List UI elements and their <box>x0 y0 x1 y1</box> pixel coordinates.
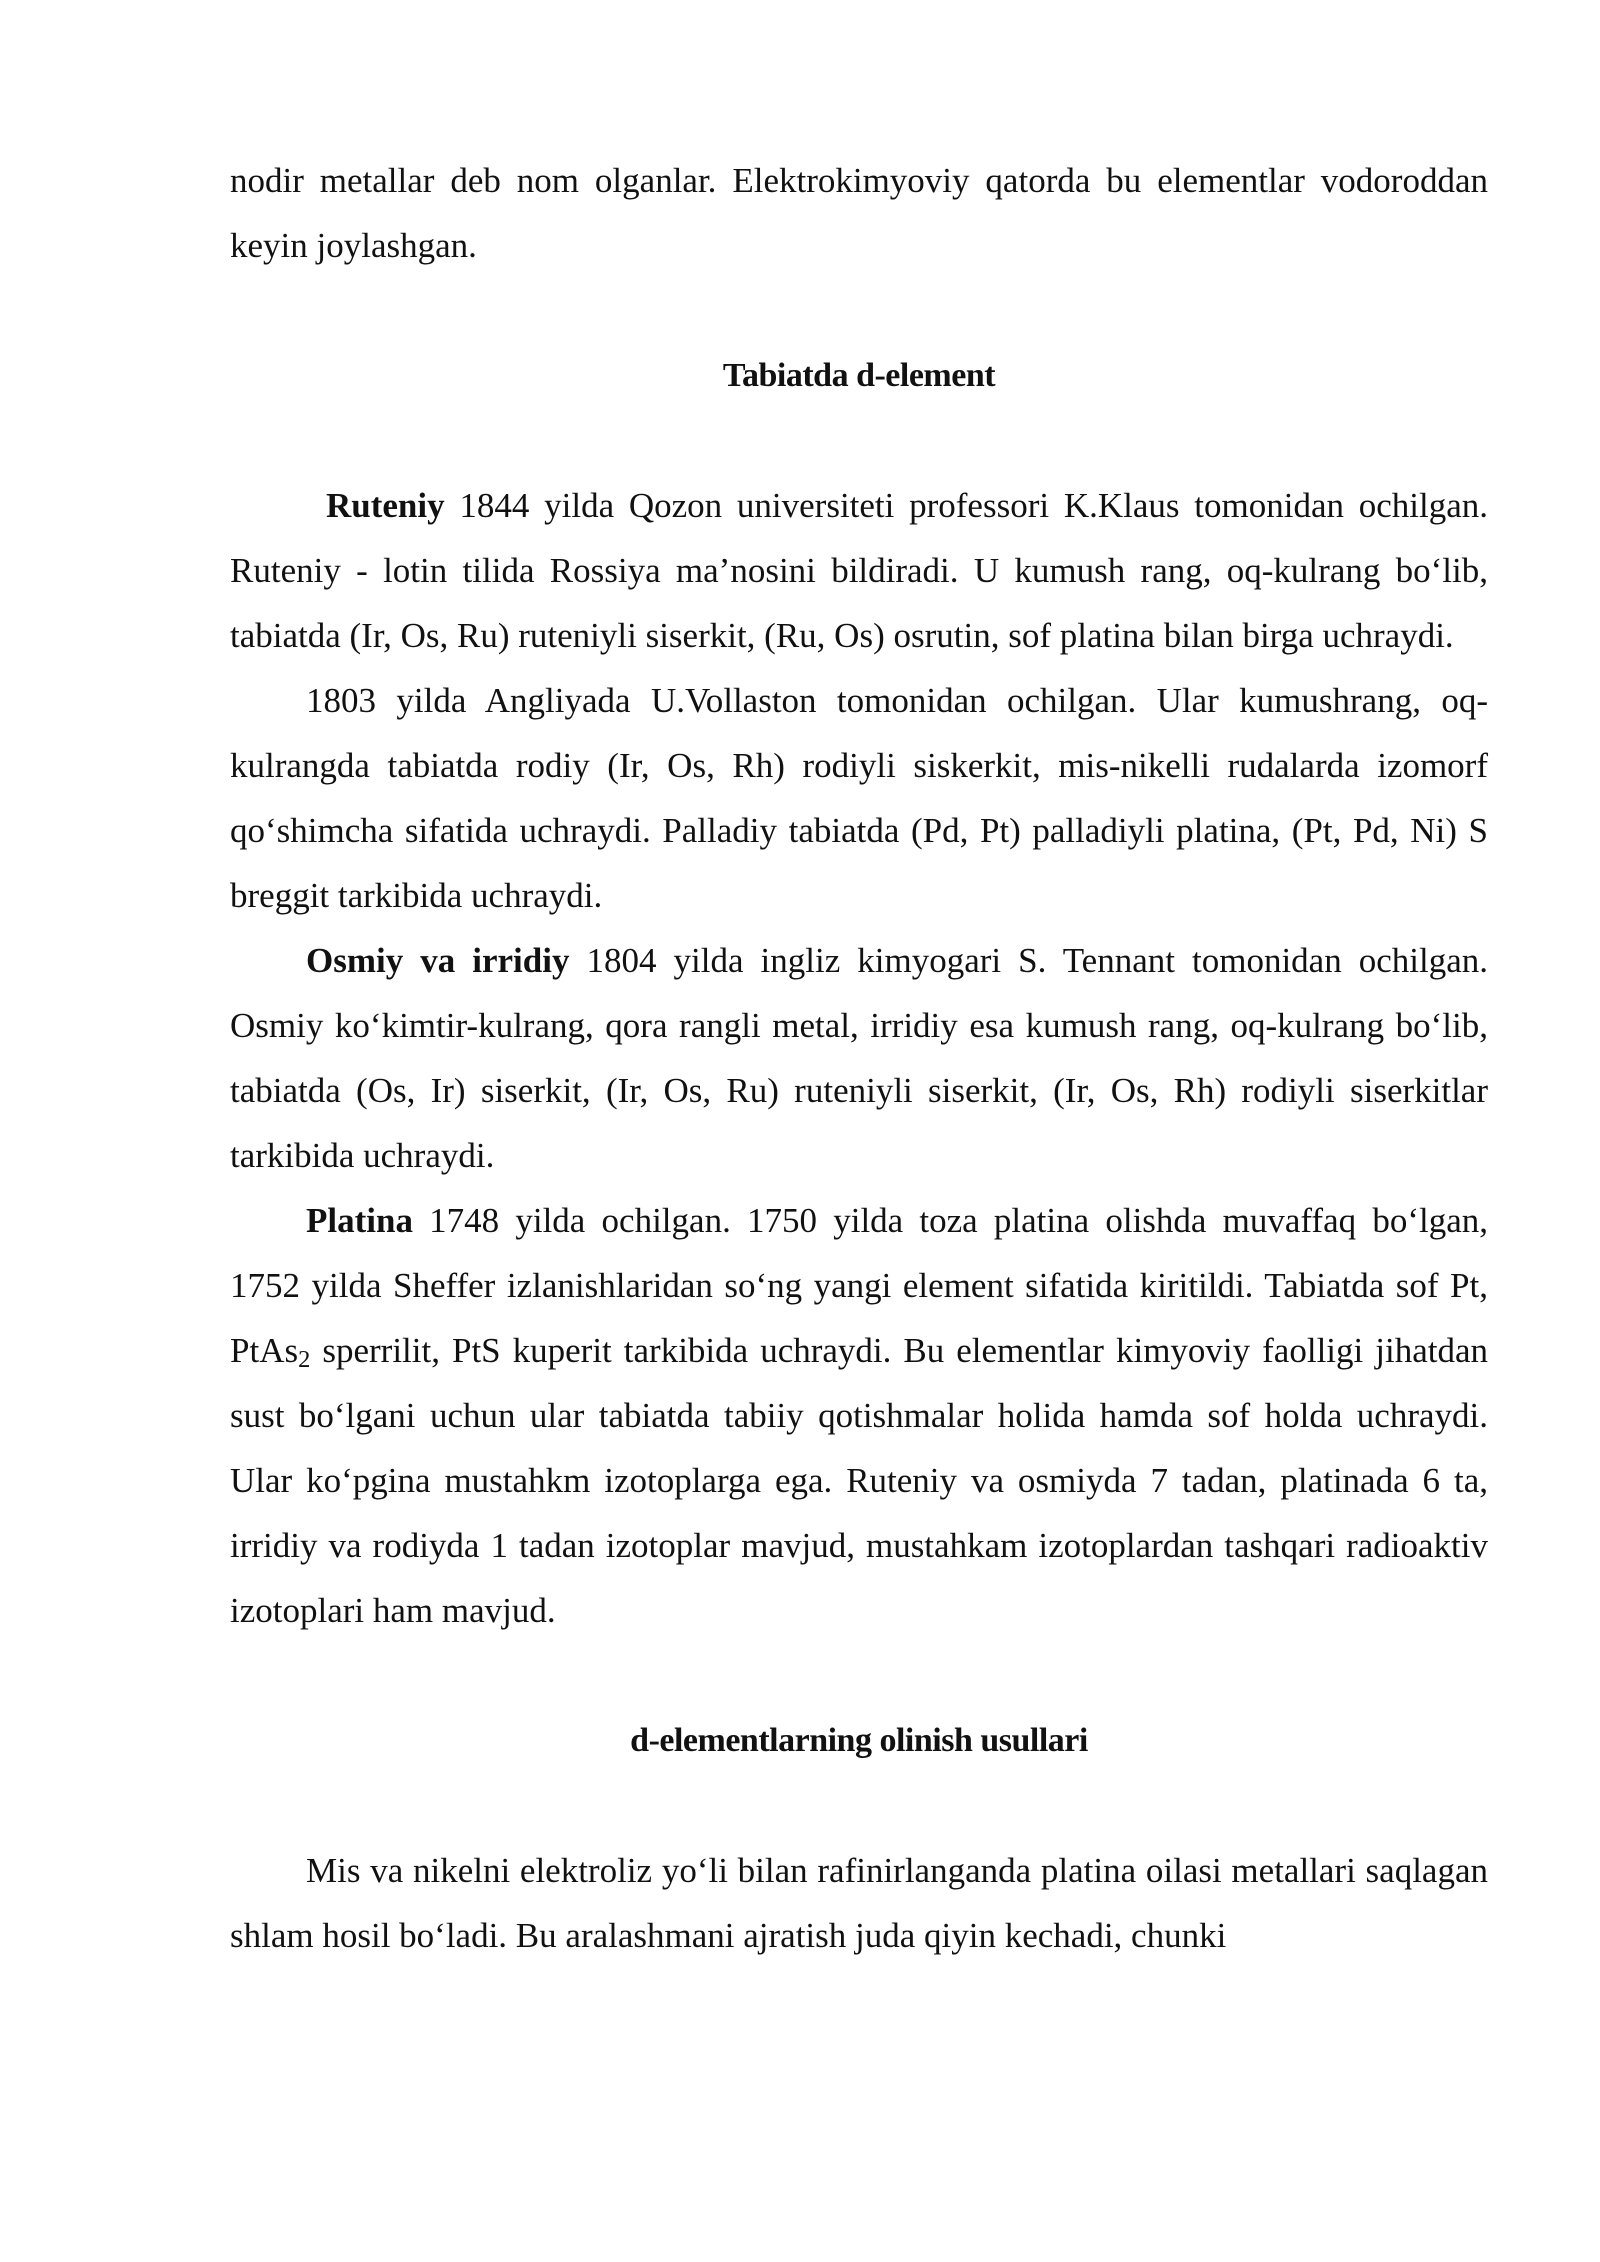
ruthenium-lead: Ruteniy <box>326 486 445 525</box>
ruthenium-text: 1844 yilda Qozon universiteti professori K.Klaus tomonidan ochilgan. Ruteniy - lotin tilida Rossiya ma’nosini bildiradi. U kumush rang, oq-kulrang bo‘lib, tabiatda (Ir, Os, Ru) ruteniyli siserkit, (Ru, Os) osrutin, sof platina bilan birga uchraydi. <box>230 486 1488 655</box>
platinum-lead: Platina <box>306 1201 413 1240</box>
rhodium-palladium-paragraph: 1803 yilda Angliyada U.Vollaston tomonidan ochilgan. Ular kumushrang, oq-kulrangda tabiatda rodiy (Ir, Os, Rh) rodiyli siskerkit, mis-nikelli rudalarda izomorf qo‘shimcha sifatida uchraydi. Palladiy tabiatda (Pd, Pt) palladiyli platina, (Pt, Pd, Ni) S breggit tarkibida uchraydi. <box>230 681 1488 915</box>
ruthenium-paragraph <box>230 473 1488 668</box>
osmium-text: 1804 yilda ingliz kimyogari S. Tennant tomonidan ochilgan. Osmiy ko‘kimtir-kulrang, qora rangli metal, irridiy esa kumush rang, oq-kulrang bo‘lib, tabiatda (Os, Ir) siserkit, (Ir, Os, Ru) ruteniyli siserkit, (Ir, Os, Rh) rodiyli siserkitlar tarkibida uchraydi. <box>230 941 1488 1175</box>
methods-paragraph: Mis va nikelni elektroliz yo‘li bilan rafinirlanganda platina oilasi metallari saqlagan shlam hosil bo‘ladi. Bu aralashmani ajratish juda qiyin kechadi, chunki <box>230 1851 1488 1955</box>
intro-paragraph: nodir metallar deb nom olganlar. Elektrokimyoviy qatorda bu elementlar vodoroddan keyin joylashgan. <box>230 161 1488 265</box>
section-heading-methods: d-elementlarning olinish usullari <box>630 1722 1088 1759</box>
formula-subscript: 2 <box>298 1345 311 1373</box>
document-page <box>230 148 1488 1968</box>
osmium-iridium-paragraph <box>230 928 1488 1188</box>
section-heading-nature: Tabiatda d-element <box>722 357 996 394</box>
platinum-text-after: sperrilit, PtS kuperit tarkibida uchraydi. Bu elementlar kimyoviy faolligi jihatdan sust bo‘lgani uchun ular tabiatda tabiiy qotishmalar holida hamda sof holda uchraydi. Ular ko‘pgina mustahkm izotoplarga ega. Ruteniy va osmiyda 7 tadan, platinada 6 ta, irridiy va rodiyda 1 tadan izotoplar mavjud, mustahkam izotoplardan tashqari radioaktiv izotoplari ham mavjud. <box>230 1331 1488 1630</box>
platinum-paragraph <box>230 1188 1488 1643</box>
osmium-lead: Osmiy va irridiy <box>306 941 570 980</box>
platinum-text-before: 1748 yilda ochilgan. 1750 yilda toza platina olishda muvaffaq bo‘lgan, 1752 yilda Sheffer izlanishlaridan so‘ng yangi element sifatida kiritildi. Tabiatda sof Pt, PtAs <box>230 1201 1488 1370</box>
